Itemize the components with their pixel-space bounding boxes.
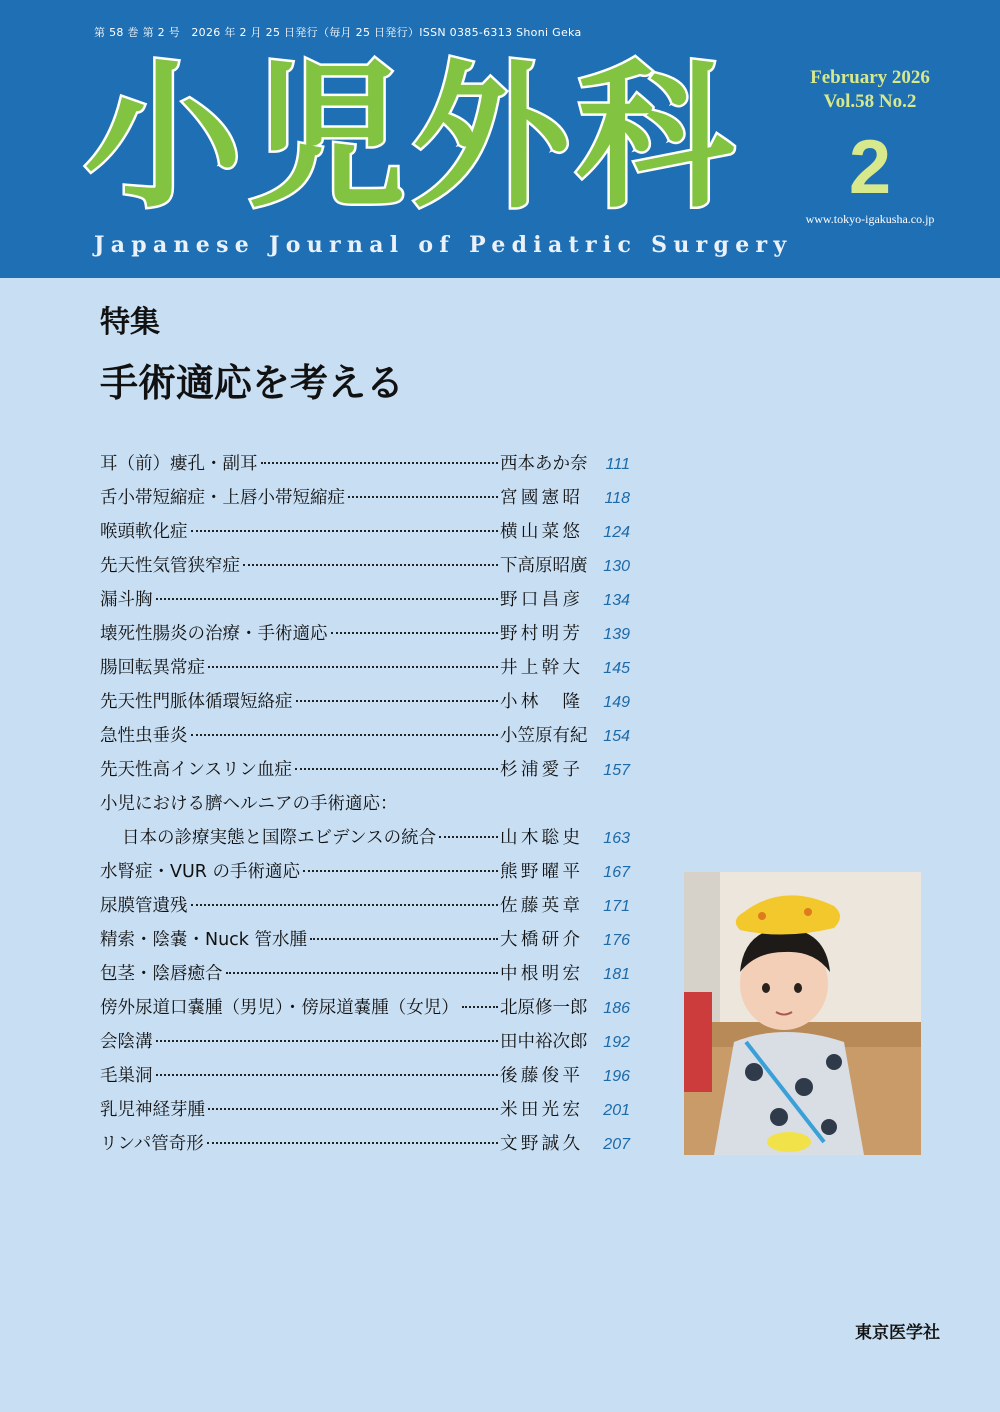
toc-dot-leader [439,836,498,838]
toc-article-title: 先天性高インスリン血症 [100,760,292,780]
toc-author: 野口昌彦 [500,590,580,610]
toc-author: 田中裕次郎 [500,1032,588,1052]
toc-dot-leader [295,768,498,770]
toc-article-title: 壊死性腸炎の治療・手術適応 [100,624,328,644]
toc-article-title: 急性虫垂炎 [100,726,188,746]
toc-dot-leader [462,1006,498,1008]
toc-row [100,824,630,858]
toc-article-title: 喉頭軟化症 [100,522,188,542]
feature-label: 特集 [100,305,160,340]
toc-page-number: 163 [603,830,630,847]
toc-author: 小笠原有紀 [500,726,588,746]
toc-article-title: 乳児神経芽腫 [100,1100,205,1120]
toc-author: 熊野曜平 [500,862,580,882]
toc-dot-leader [296,700,499,702]
toc-dot-leader [207,1142,498,1144]
toc-dot-leader [156,1074,499,1076]
toc-dot-leader [191,530,499,532]
toc-article-title: 精索・陰嚢・Nuck 管水腫 [100,930,308,950]
toc-article-title: 毛巣洞 [100,1066,153,1086]
toc-dot-leader [348,496,498,498]
toc-page-number: 207 [603,1136,630,1153]
issue-number: 2 [848,125,892,210]
child-photo-illustration [684,872,921,1155]
toc-author: 下高原昭廣 [500,556,588,576]
toc-page-number: 171 [603,898,630,915]
toc-author: 西本あか奈 [500,454,588,474]
toc-article-title: 先天性気管狭窄症 [100,556,240,576]
issue-date: February 2026 [810,67,930,88]
toc-dot-leader [156,598,499,600]
toc-row [100,926,630,960]
journal-title: 小児外科 [84,46,740,230]
toc-page-number: 167 [603,864,630,881]
toc-page-number: 149 [603,694,630,711]
toc-dot-leader [303,870,498,872]
toc-article-title: 先天性門脈体循環短絡症 [100,692,293,712]
toc-row [100,892,630,926]
toc-page-number: 186 [603,1000,630,1017]
toc-article-title: 会陰溝 [100,1032,153,1052]
toc-page-number: 192 [603,1034,630,1051]
toc-row [100,450,630,484]
toc-row [100,586,630,620]
issue-line: 第 58 巻 第 2 号 2026 年 2 月 25 日発行（毎月 25 日発行）ISSN 0385-6313 Shoni Geka [94,26,582,39]
table-of-contents [100,450,630,1164]
toc-row [100,688,630,722]
journal-subtitle: Japanese Journal of Pediatric Surgery [94,232,793,258]
toc-author: 杉浦愛子 [500,760,580,780]
toc-row [100,1028,630,1062]
toc-row [100,722,630,756]
toc-dot-leader [191,734,499,736]
toc-row [100,518,630,552]
toc-dot-leader [208,1108,498,1110]
cover-photo [684,872,921,1155]
toc-author: 佐藤英章 [500,896,580,916]
toc-article-title: 耳（前）瘻孔・副耳 [100,454,258,474]
toc-row [100,960,630,994]
toc-dot-leader [191,904,499,906]
toc-row [100,994,630,1028]
toc-row [100,790,630,824]
toc-row [100,552,630,586]
toc-author: 文野誠久 [500,1134,580,1154]
toc-row [100,484,630,518]
toc-page-number: 201 [603,1102,630,1119]
publisher-url: www.tokyo-igakusha.co.jp [805,212,935,226]
toc-page-number: 181 [603,966,630,983]
toc-author: 山木聡史 [500,828,580,848]
toc-author: 井上幹大 [500,658,580,678]
toc-row [100,1130,630,1164]
toc-page-number: 176 [603,932,630,949]
toc-author: 小林 隆 [500,692,580,712]
feature-title: 手術適応を考える [100,361,405,405]
toc-author: 後藤俊平 [500,1066,580,1086]
toc-row [100,858,630,892]
toc-row [100,1096,630,1130]
toc-author: 中根明宏 [500,964,580,984]
toc-author: 大橋研介 [500,930,580,950]
toc-page-number: 139 [603,626,630,643]
toc-row [100,756,630,790]
toc-page-number: 111 [605,456,630,473]
toc-article-title: 尿膜管遺残 [100,896,188,916]
toc-row [100,620,630,654]
toc-article-title: 漏斗胸 [100,590,153,610]
toc-dot-leader [331,632,499,634]
toc-article-title: 水腎症・VUR の手術適応 [100,862,301,882]
toc-dot-leader [208,666,498,668]
volume-number: Vol.58 No.2 [823,91,917,112]
toc-article-title: 舌小帯短縮症・上唇小帯短縮症 [100,488,345,508]
toc-author: 米田光宏 [500,1100,580,1120]
toc-page-number: 134 [603,592,630,609]
toc-dot-leader [243,564,498,566]
toc-page-number: 118 [604,490,630,507]
toc-page-number: 124 [603,524,630,541]
toc-row [100,654,630,688]
toc-author: 野村明芳 [500,624,580,644]
toc-page-number: 130 [603,558,630,575]
toc-page-number: 157 [603,762,630,779]
toc-author: 横山菜悠 [500,522,580,542]
cover-header [0,0,1000,278]
toc-article-title: リンパ管奇形 [100,1134,204,1154]
toc-article-title: 腸回転異常症 [100,658,205,678]
toc-row [100,1062,630,1096]
toc-page-number: 196 [603,1068,630,1085]
toc-article-title: 傍外尿道口嚢腫（男児）・傍尿道嚢腫（女児） [100,998,459,1018]
toc-article-title: 日本の診療実態と国際エビデンスの統合 [122,828,437,848]
toc-page-number: 145 [603,660,630,677]
toc-dot-leader [226,972,499,974]
toc-author: 北原修一郎 [500,998,588,1018]
toc-article-title: 包茎・陰唇癒合 [100,964,223,984]
toc-dot-leader [261,462,499,464]
toc-author: 宮國憲昭 [500,488,580,508]
toc-dot-leader [156,1040,499,1042]
toc-dot-leader [310,938,498,940]
publisher-name: 東京医学社 [855,1323,940,1343]
toc-article-title: 小児における臍ヘルニアの手術適応： [100,794,398,814]
toc-page-number: 154 [603,728,630,745]
